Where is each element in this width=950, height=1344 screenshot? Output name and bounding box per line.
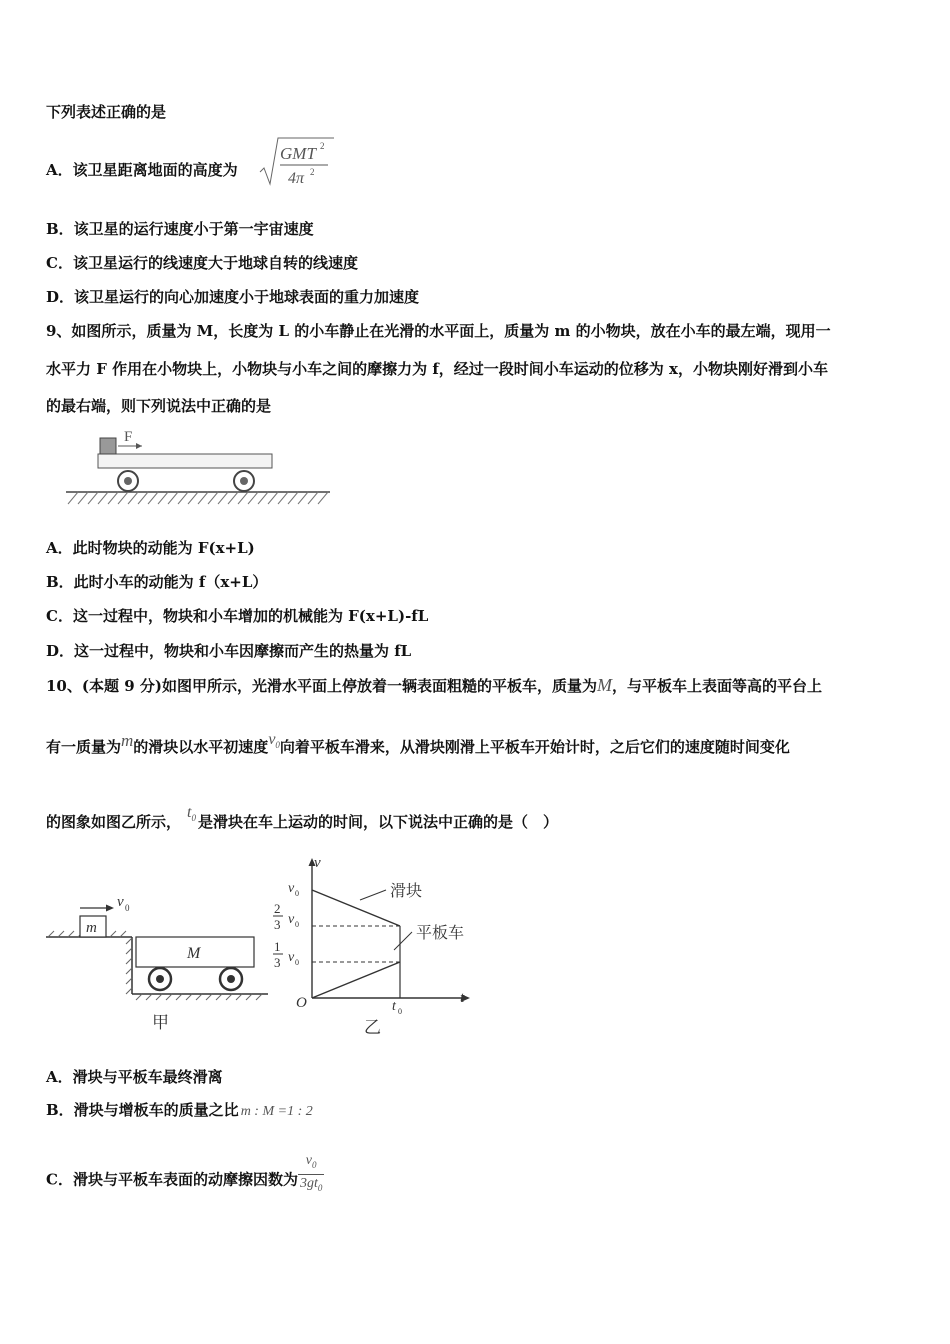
ground-hatching [68,492,328,504]
q8-option-a-label: A． [46,161,73,179]
wheel-left [118,471,138,491]
q10-option-b[interactable] [46,1100,313,1122]
q10-option-c[interactable] [46,1153,324,1203]
q8-option-c[interactable]: C．该卫星运行的线速度大于地球自转的线速度 [46,254,358,272]
q10-stem-line1 [46,675,822,696]
q10-figure-yi [270,852,480,1038]
q9-option-d[interactable]: D．这一过程中，物块和小车因摩擦而产生的热量为 fL [46,642,412,660]
tick-23-den: 3 [274,917,281,932]
radical-num: GMT [280,144,316,163]
q9-option-c[interactable]: C．这一过程中，物块和小车增加的机械能为 F(x+L)-fL [46,607,429,625]
q9-figure-cart [62,426,334,508]
q10-line3-post: 是滑块在车上运动的时间，以下说法中正确的是（ ） [197,813,558,831]
q8-option-a-text: 该卫星距离地面的高度为 [72,161,238,179]
series-line-cart [312,962,400,998]
q10-line2-mid: 的滑块以水平初速度 [133,738,269,756]
velocity-sub: 0 [125,903,130,913]
q10-option-a[interactable]: A．滑块与平板车最终滑离 [46,1068,223,1086]
q9-stem-line1: 9、如图所示，质量为 M，长度为 L 的小车静止在光滑的水平面上，质量为 m 的小物块，放在小车的最左端，现用一 [46,322,831,340]
axis-t-label: t [460,990,465,1006]
series-line-slider [312,890,400,926]
q10-stem-line2 [46,731,790,763]
figure-jia-caption: 甲 [152,1013,169,1032]
label-cart: 平板车 [416,925,465,942]
cart-wheel-left [149,968,171,990]
q10-option-c-formula: $\frac{v_0}{3gt_0}$ [299,1153,323,1193]
q8-option-a[interactable] [46,160,238,180]
tick-13-v-sub: 0 [295,958,299,967]
tick-t0: t [392,999,396,1014]
q8-option-b[interactable]: B．该卫星的运行速度小于第一宇宙速度 [46,220,314,238]
force-label: F [124,429,133,445]
ground-hatching-jia [136,994,262,1000]
tick-13-v: v [288,950,295,965]
cart-label: M [187,945,201,962]
q10-var-v0: $v_0$ [268,731,280,751]
tick-13-num: 1 [274,939,281,954]
label-slider: 滑块 [390,883,423,900]
figure-yi-caption: 乙 [364,1018,381,1037]
leader-slider [360,890,386,900]
q8-option-a-formula [258,134,338,190]
intro-text: 下列表述正确的是 [46,103,167,121]
tick-23-v-sub: 0 [295,920,299,929]
block [100,438,116,454]
q10-option-b-formula: m : M =1 : 2 [240,1104,313,1119]
q10-stem-line3 [46,804,558,838]
q10-line1-post: ，与平板车上表面等高的平台上 [611,677,822,695]
leader-cart [394,932,412,950]
q9-stem-line2: 水平力 F 作用在小物块上，小物块与小车之间的摩擦力为 f，经过一段时间小车运动的位移为 x，小物块刚好滑到小车 [46,360,828,378]
q10-line2-pre: 有一质量为 [46,738,122,756]
q9-option-a[interactable]: A．此时物块的动能为 F(x+L) [46,539,255,557]
q10-var-t0: $t_0$ [187,804,196,824]
axis-v-label: v [314,855,321,871]
q10-line2-post: 向着平板车滑来，从滑块刚滑上平板车开始计时，之后它们的速度随时间变化 [279,738,790,756]
wall-hatching [126,938,132,994]
velocity-label: v [117,894,124,910]
block-label: m [86,920,97,936]
cart-wheel-right [220,968,242,990]
origin-label: O [296,995,307,1011]
q9-option-b[interactable]: B．此时小车的动能为 f（x+L） [46,573,268,591]
wheel-right [234,471,254,491]
q10-var-M: M [596,675,612,695]
q10-line1-pre: 10、(本题 9 分)如图甲所示，光滑水平面上停放着一辆表面粗糙的平板车，质量为 [46,677,597,695]
tick-t0-sub: 0 [398,1007,402,1016]
radical-den-exp: 2 [310,167,315,177]
q9-stem-line3: 的最右端，则下列说法中正确的是 [46,397,272,415]
q10-var-m: m [121,731,134,750]
tick-13-den: 3 [274,955,281,970]
cart-body [98,454,272,468]
q10-figure-jia [44,884,276,1034]
radical-num-exp: 2 [320,141,325,151]
q10-option-c-text: C．滑块与平板车表面的动摩擦因数为 [46,1170,298,1189]
tick-23-num: 2 [274,901,281,916]
tick-v0-sub: 0 [295,889,299,898]
radical-den: 4π [288,170,305,187]
q10-line3-pre: 的图象如图乙所示， [46,813,182,831]
q10-option-b-text: B．滑块与增板车的质量之比 [46,1101,239,1119]
tick-v0: v [288,881,295,896]
tick-23-v: v [288,912,295,927]
q8-option-d[interactable]: D．该卫星运行的向心加速度小于地球表面的重力加速度 [46,288,420,306]
